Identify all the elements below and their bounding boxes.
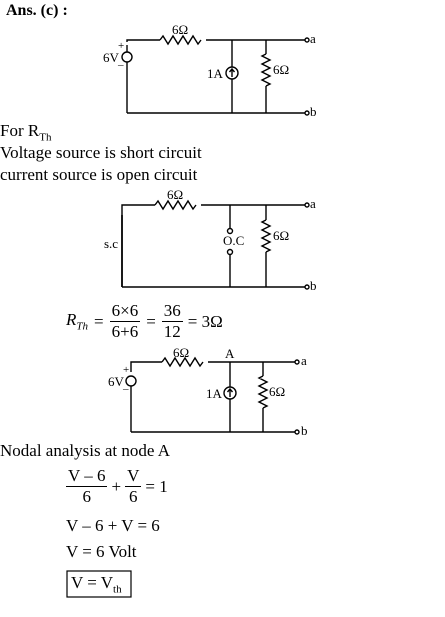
nodal-fraction-2-numerator: V xyxy=(127,466,140,485)
rth-fraction-1-numerator: 6×6 xyxy=(111,301,139,320)
circuit2-shunt-resistor xyxy=(262,220,270,252)
circuit2-shunt-resistor-label: 6Ω xyxy=(273,228,290,243)
circuit3-plus-sign: + xyxy=(123,364,130,376)
rth-fraction-2 xyxy=(162,301,183,342)
circuit2-node-b-label: b xyxy=(310,278,317,293)
circuit2-open-circuit-bottom xyxy=(228,250,233,255)
note-voltage-source: Voltage source is short circuit xyxy=(0,143,202,162)
rth-fraction-1 xyxy=(110,301,141,342)
answer-heading: Ans. (c) : xyxy=(6,2,68,19)
circuit1-node-a-label: a xyxy=(310,31,316,46)
circuit2-node-a-label: a xyxy=(310,196,316,211)
rth-heading-subscript: Th xyxy=(39,131,52,144)
nodal-line-3: V = 6 Volt xyxy=(66,542,137,561)
circuit1-shunt-resistor-label: 6Ω xyxy=(273,62,290,77)
rth-equation xyxy=(66,301,223,342)
nodal-boxed-answer-subscript: th xyxy=(113,583,122,596)
nodal-boxed-answer-prefix: V = V xyxy=(71,573,114,592)
circuit2-short-label: s.c xyxy=(104,236,119,251)
rth-fraction-2-denominator: 12 xyxy=(163,322,181,341)
nodal-equation xyxy=(66,466,168,507)
circuit1-current-source xyxy=(226,67,238,79)
circuit-2 xyxy=(122,201,309,289)
circuit2-open-label: O.C xyxy=(223,233,245,248)
circuit3-top-resistor-label: 6Ω xyxy=(173,345,190,360)
circuit3-shunt-resistor-label: 6Ω xyxy=(269,384,286,399)
circuit3-current-label: 1A xyxy=(206,386,222,401)
nodal-heading: Nodal analysis at node A xyxy=(0,441,170,460)
circuit1-node-b-label: b xyxy=(310,104,317,119)
circuit3-node-label: A xyxy=(225,346,235,361)
circuit3-node-b-label: b xyxy=(301,423,308,438)
rth-fraction-1-denominator: 6+6 xyxy=(111,322,139,341)
rth-fraction-2-numerator: 36 xyxy=(163,301,181,320)
circuit1-top-resistor-label: 6Ω xyxy=(172,22,189,37)
circuit3-voltage-label: 6V xyxy=(108,374,124,389)
note-current-source: current source is open circuit xyxy=(0,165,198,184)
nodal-plus: + xyxy=(111,476,122,496)
circuit1-shunt-resistor xyxy=(262,54,270,86)
circuit3-shunt-resistor xyxy=(259,376,267,408)
nodal-fraction-2-denominator: 6 xyxy=(128,487,138,506)
rth-heading xyxy=(0,121,51,143)
circuit3-minus-sign: – xyxy=(123,383,129,395)
circuit2-top-resistor-label: 6Ω xyxy=(167,187,184,202)
nodal-fraction-2 xyxy=(125,466,141,507)
rth-equation-result: = 3Ω xyxy=(187,311,223,331)
rth-heading-prefix: For R xyxy=(0,121,40,140)
circuit1-voltage-label: 6V xyxy=(103,50,119,65)
nodal-fraction-1 xyxy=(66,466,107,507)
nodal-line-2: V – 6 + V = 6 xyxy=(66,516,160,535)
circuit3-current-source xyxy=(224,387,236,399)
circuit3-node-a-label: a xyxy=(301,353,307,368)
nodal-fraction-1-numerator: V – 6 xyxy=(68,466,106,485)
rth-equation-equals-2: = xyxy=(146,311,156,331)
nodal-boxed-answer xyxy=(71,573,122,595)
circuit1-current-label: 1A xyxy=(207,66,223,81)
rth-equation-lhs: $R_{Th}$ xyxy=(66,310,89,333)
nodal-rhs: = 1 xyxy=(145,476,168,496)
circuit1-plus-sign: + xyxy=(118,40,125,52)
nodal-fraction-1-denominator: 6 xyxy=(82,487,91,506)
circuit1-minus-sign: – xyxy=(118,59,124,71)
rth-equation-equals-1: = xyxy=(94,311,104,331)
